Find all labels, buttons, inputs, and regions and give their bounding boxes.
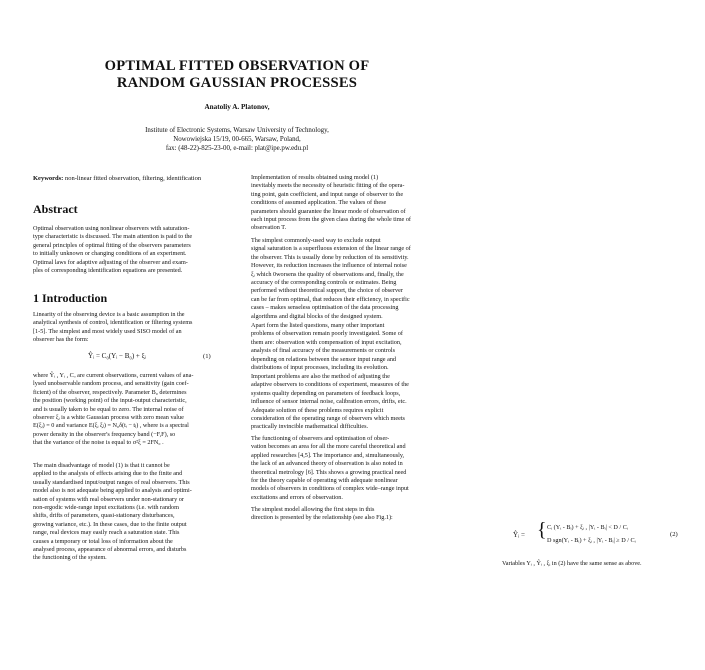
paper-title bbox=[0, 58, 474, 92]
text-line: systems quality depending on parameters of feedback loops, bbox=[251, 389, 401, 397]
text-line: analysis of final accuracy of the measurements or controls bbox=[251, 347, 395, 355]
text-line: Apart form the listed questions, many other important bbox=[251, 322, 385, 329]
text-line: consideration of the operating range of observers which meets bbox=[251, 414, 405, 422]
text-line: ξᵢ which 0worsens the quality of observations and, finally, the bbox=[251, 270, 404, 278]
text-line: non-ergodic wide-range input excitations (i.e. with random bbox=[33, 503, 179, 511]
text-line: theoretical metrology [6]. This shows a growing practical need bbox=[251, 468, 407, 476]
text-line: applied researches [4,5]. The importance and, simultaneously, bbox=[251, 451, 405, 459]
text-line: applied to the analysis of effects arising due to the finite and bbox=[33, 470, 183, 478]
text-line: adaptive observers to conditions of experiment, measures of the bbox=[251, 381, 409, 389]
affiliation-line: Nowowiejska 15/19, 00-665, Warsaw, Poland, bbox=[173, 136, 301, 144]
text-line: growing variance, etc.). In these cases, due to the finite output bbox=[33, 520, 187, 528]
text-line: observer ξᵢ is a white Gaussian process with zero mean value bbox=[33, 413, 184, 421]
introduction-heading: 1 Introduction bbox=[33, 291, 108, 305]
text-line: Optimal laws for adaptive adjusting of the observer and exam- bbox=[33, 258, 188, 266]
text-line: practically invincible mathematical difficulties. bbox=[251, 423, 369, 431]
text-line: depending on relations between the sensor input range and bbox=[251, 355, 397, 363]
text-line: signal saturation is a superfluous extension of the linear range of bbox=[251, 245, 411, 253]
text-line: The functioning of observers and optimisation of obser- bbox=[251, 435, 390, 442]
text-line: usually standardised input/output ranges of real observers. This bbox=[33, 478, 190, 486]
affiliation bbox=[0, 126, 474, 154]
text-line: general principles of optimal fitting of the observers parameters bbox=[33, 241, 191, 249]
right-paragraph-2 bbox=[251, 237, 454, 321]
text-line: E(ξᵢ) = 0 and variance E(ξᵢ ξⱼ) = N₀δ(tᵢ − tⱼ) , where is a spectral bbox=[33, 422, 189, 430]
text-line: the observer. This is usually done by reduction of its sensitivity. bbox=[251, 253, 409, 261]
text-line: Variables Yᵢ , Ŷᵢ , ξᵢ in (2) have the same sense as above. bbox=[502, 560, 642, 567]
intro-paragraph-2 bbox=[33, 372, 235, 448]
text-line: performed without theoretical support, the choice of observer bbox=[251, 287, 403, 295]
keywords bbox=[33, 175, 253, 182]
right-paragraph-4 bbox=[251, 373, 454, 432]
text-line: The simplest model allowing the first steps in this bbox=[251, 506, 375, 513]
text-line: influence of sensor internal noise, calibration errors, drifts, etc. bbox=[251, 398, 407, 406]
text-line: The simplest commonly-used way to exclude output bbox=[251, 237, 381, 244]
text-line: Optimal observation using nonlinear observers with saturation- bbox=[33, 225, 190, 232]
affiliation-line: fax: (48-22)-825-23-00, e-mail: plat@ipe.pw.edu.pl bbox=[165, 145, 309, 153]
text-line: However, its reduction increases the influence of internal noise bbox=[251, 262, 407, 270]
text-line: can be far from optimal, that reduces their efficiency, in specific bbox=[251, 295, 410, 303]
equation-2-case-1: Cᵢ (Yᵢ - Bᵢ) + ξᵢ , |Yᵢ - Bᵢ| < D / Cᵢ bbox=[547, 524, 628, 531]
text-line: observer has the form: bbox=[33, 336, 89, 344]
equation-2-number: (2) bbox=[670, 531, 678, 538]
equation-2-case-2: D sgn(Yᵢ - Bᵢ) + ξᵢ , |Yᵢ - Bᵢ| ≥ D / Cᵢ bbox=[547, 537, 636, 544]
text-line: parameters should guarantee the linear mode of observation of bbox=[251, 207, 406, 215]
text-line: sation of systems with real observers under non-stationary or bbox=[33, 495, 184, 503]
abstract-text bbox=[33, 225, 235, 275]
right-paragraph-6 bbox=[251, 506, 454, 523]
text-line: the functioning of the system. bbox=[33, 554, 107, 562]
text-line: them are: observation with compensation of input excitation, bbox=[251, 338, 402, 346]
text-line: observation T. bbox=[251, 224, 287, 232]
affiliation-line: Institute of Electronic Systems, Warsaw University of Technology, bbox=[145, 127, 329, 134]
text-line: range, real devices may easily reach a saturation state. This bbox=[33, 529, 180, 537]
abstract-heading: Abstract bbox=[33, 202, 78, 216]
text-line: models of observers in conditions of complex wide–range input bbox=[251, 485, 409, 493]
text-line: Adequate solution of these problems requires explicit bbox=[251, 406, 384, 414]
equation-2-lhs: Ŷᵢ = bbox=[513, 531, 525, 539]
text-line: ples of corresponding identification equations are presented. bbox=[33, 266, 183, 274]
right-paragraph-1 bbox=[251, 174, 454, 233]
equation-2-brace: { bbox=[537, 519, 547, 541]
text-line: inevitably meets the necessity of heuristic fitting of the opera- bbox=[251, 182, 405, 190]
text-line: analysed process, appearance of abnormal errors, and disturbs bbox=[33, 545, 187, 553]
text-line: for the theory capable of operating with adequate nonlinear bbox=[251, 476, 398, 484]
text-line: ting point, gain coefficient, and input range of observer to the bbox=[251, 190, 404, 198]
text-line: conditions of assumed application. The values of these bbox=[251, 199, 387, 207]
text-line: direction is presented by the relationship (see also Fig.1): bbox=[251, 514, 393, 522]
keywords-label: Keywords: bbox=[33, 175, 64, 182]
text-line: Linearity of the observing device is a basic assumption in the bbox=[33, 311, 185, 318]
text-line: model also is not adequate being applied to analysis and optimi- bbox=[33, 487, 192, 495]
text-line: the lack of an advanced theory of observation is also noted in bbox=[251, 460, 403, 468]
text-line: type characteristic is discussed. The main attention is paid to the bbox=[33, 233, 193, 241]
author-name: Anatoliy A. Platonov, bbox=[204, 103, 270, 111]
text-line: Important problems are also the method of adjusting the bbox=[251, 373, 390, 380]
text-line: distributions of input processes, including its evolution. bbox=[251, 363, 389, 371]
text-line: to initially unknown or changing conditions of an experiment. bbox=[33, 250, 187, 258]
text-line: excitations and errors of observation. bbox=[251, 493, 343, 501]
text-line: Implementation of results obtained using model (1) bbox=[251, 174, 379, 181]
intro-paragraph-1 bbox=[33, 311, 235, 345]
intro-paragraph-3 bbox=[33, 462, 235, 563]
text-line: analytical synthesis of control, identification or filtering systems bbox=[33, 319, 193, 327]
text-line: algorithms and digital blocks of the designed system. bbox=[251, 312, 383, 320]
text-line: cases – makes senseless optimisation of the data processing bbox=[251, 304, 399, 312]
text-line: [1-5]. The simplest and most widely used SISO model of an bbox=[33, 327, 182, 335]
text-line: problems of observation remain poorly investigated. Some of bbox=[251, 330, 403, 338]
title-line-2: RANDOM GAUSSIAN PROCESSES bbox=[116, 75, 358, 91]
text-line: each input process from the given class during the whole time of bbox=[251, 215, 411, 223]
keywords-text: non-linear fitted observation, filtering, identification bbox=[63, 175, 202, 182]
text-line: the position (working point) of the input-output characteristic, bbox=[33, 397, 187, 405]
text-line: vation becomes an area for all the more careful theoretical and bbox=[251, 443, 406, 451]
title-line-1: OPTIMAL FITTED OBSERVATION OF bbox=[104, 58, 370, 74]
text-line: where Ŷᵢ , Yᵢ , Cₒ are current observations, current values of ana- bbox=[33, 372, 194, 379]
text-line: causes a temporary or total loss of information about the bbox=[33, 537, 173, 545]
equation-1-number: (1) bbox=[203, 353, 211, 360]
text-line: ficient) of the observer, respectively. Parameter B₀ determines bbox=[33, 388, 187, 396]
right-paragraph-7 bbox=[502, 560, 705, 568]
text-line: accuracy of the corresponding controls or estimates. Being bbox=[251, 278, 397, 286]
equation-1: Ŷᵢ = C₀(Yᵢ − B₀) + ξᵢ bbox=[88, 352, 146, 360]
right-paragraph-3 bbox=[251, 322, 454, 372]
text-line: lysed unobservable random process, and sensitivity (gain coef- bbox=[33, 380, 189, 388]
text-line: The main disadvantage of model (1) is that it cannot be bbox=[33, 462, 170, 469]
text-line: power density in the observer's frequency band (−F,F), so bbox=[33, 430, 176, 438]
right-paragraph-5 bbox=[251, 435, 454, 502]
text-line: shifts, drifts of parameters, quasi-stationary disturbances, bbox=[33, 512, 175, 520]
text-line: and is usually taken to be equal to zero. The internal noise of bbox=[33, 405, 184, 413]
text-line: that the variance of the noise is equal to σ²ξ = 2FN₀ . bbox=[33, 439, 164, 447]
